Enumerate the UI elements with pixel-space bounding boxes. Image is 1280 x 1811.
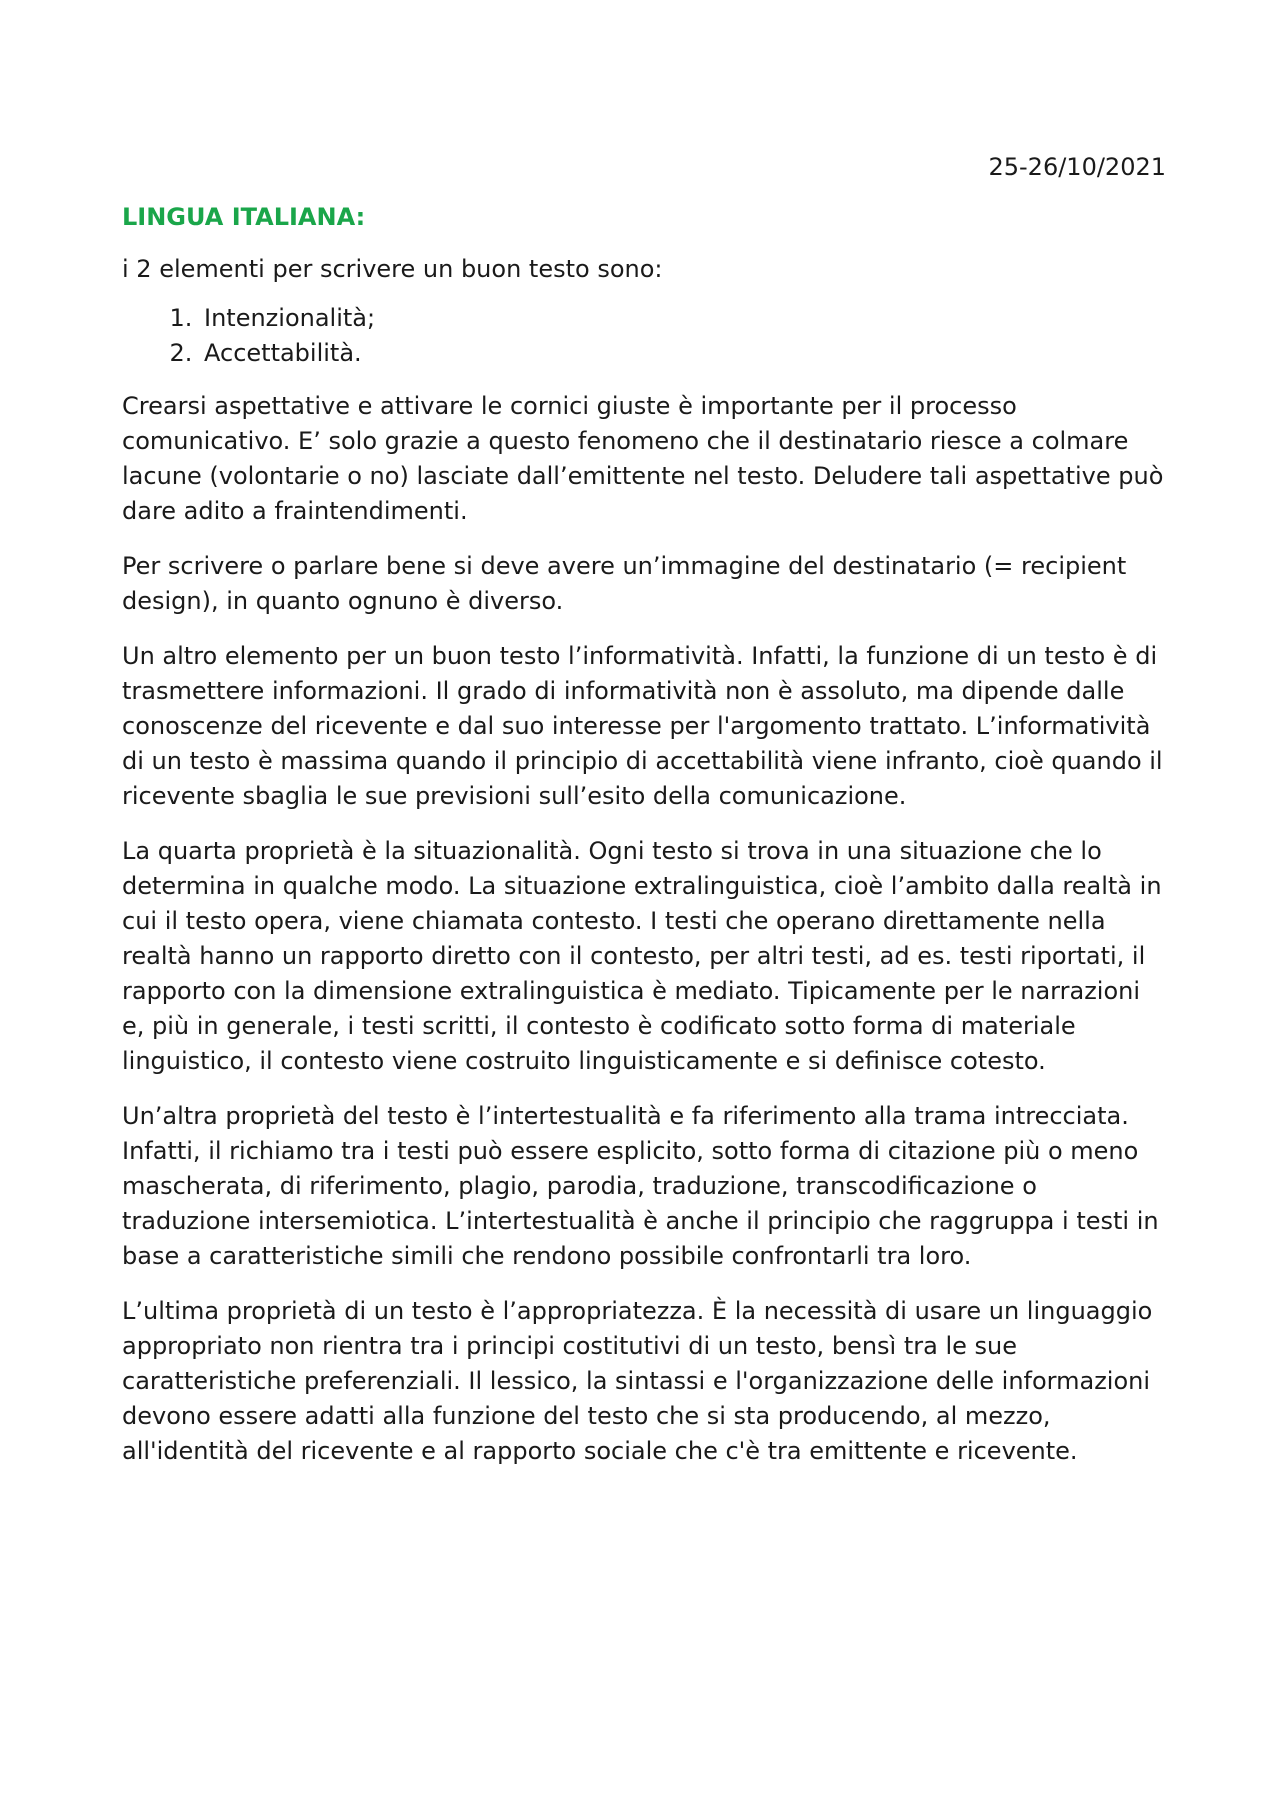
section-title: LINGUA ITALIANA: [122, 203, 366, 231]
intro-paragraph: i 2 elementi per scrivere un buon testo sono: [122, 255, 663, 283]
paragraph-aspettative: Crearsi aspettative e attivare le cornici giuste è importante per il processo comunicativo. E’ solo grazie a questo fenomeno che il destinatario riesce a colmare lacune (volontarie o no) lasciate dall’emittente nel testo. Deludere tali aspettative può dare adito a fraintendimenti. [122, 392, 1164, 525]
document-date: 25-26/10/2021 [988, 153, 1166, 181]
document-page [122, 148, 1166, 1489]
paragraph-informativita: Un altro elemento per un buon testo l’informatività. Infatti, la funzione di un testo è di trasmettere informazioni. Il grado di informatività non è assoluto, ma dipende dalle conoscenze del ricevente e dal suo interesse per l'argomento trattato. L’informatività di un testo è massima quando il principio di accettabilità viene infranto, cioè quando il ricevente sbaglia le sue previsioni sull’esito della comunicazione. [122, 642, 1163, 810]
paragraph-intertestualita: Un’altra proprietà del testo è l’intertestualità e fa riferimento alla trama intrecciata. Infatti, il richiamo tra i testi può essere esplicito, sotto forma di citazione più o meno mascherata, di riferimento, plagio, parodia, traduzione, transcodificazione o traduzione intersemiotica. L’intertestualità è anche il principio che raggruppa i testi in base a caratteristiche simili che rendono possibile confrontarli tra loro. [122, 1102, 1159, 1270]
list-item: 1. Intenzionalità; [200, 301, 1166, 336]
paragraph-situazionalita: La quarta proprietà è la situazionalità. Ogni testo si trova in una situazione che lo determina in qualche modo. La situazione extralinguistica, cioè l’ambito dalla realtà in cui il testo opera, viene chiamata contesto. I testi che operano direttamente nella realtà hanno un rapporto diretto con il contesto, per altri testi, ad es. testi riportati, il rapporto con la dimensione extralinguistica è mediato. Tipicamente per le narrazioni e, più in generale, i testi scritti, il contesto è codificato sotto forma di materiale linguistico, il contesto viene costruito linguisticamente e si definisce cotesto. [122, 837, 1162, 1075]
paragraph-appropriatezza: L’ultima proprietà di un testo è l’appropriatezza. È la necessità di usare un linguaggio appropriato non rientra tra i principi costitutivi di un testo, bensì tra le sue caratteristiche preferenziali. Il lessico, la sintassi e l'organizzazione delle informazioni devono essere adatti alla funzione del testo che si sta producendo, al mezzo, all'identità del ricevente e al rapporto sociale che c'è tra emittente e ricevente. [122, 1297, 1153, 1465]
elements-list [122, 301, 1166, 371]
paragraph-recipient-design: Per scrivere o parlare bene si deve avere un’immagine del destinatario (= recipient design), in quanto ognuno è diverso. [122, 552, 1127, 615]
list-item: 2. Accettabilità. [200, 336, 1166, 371]
